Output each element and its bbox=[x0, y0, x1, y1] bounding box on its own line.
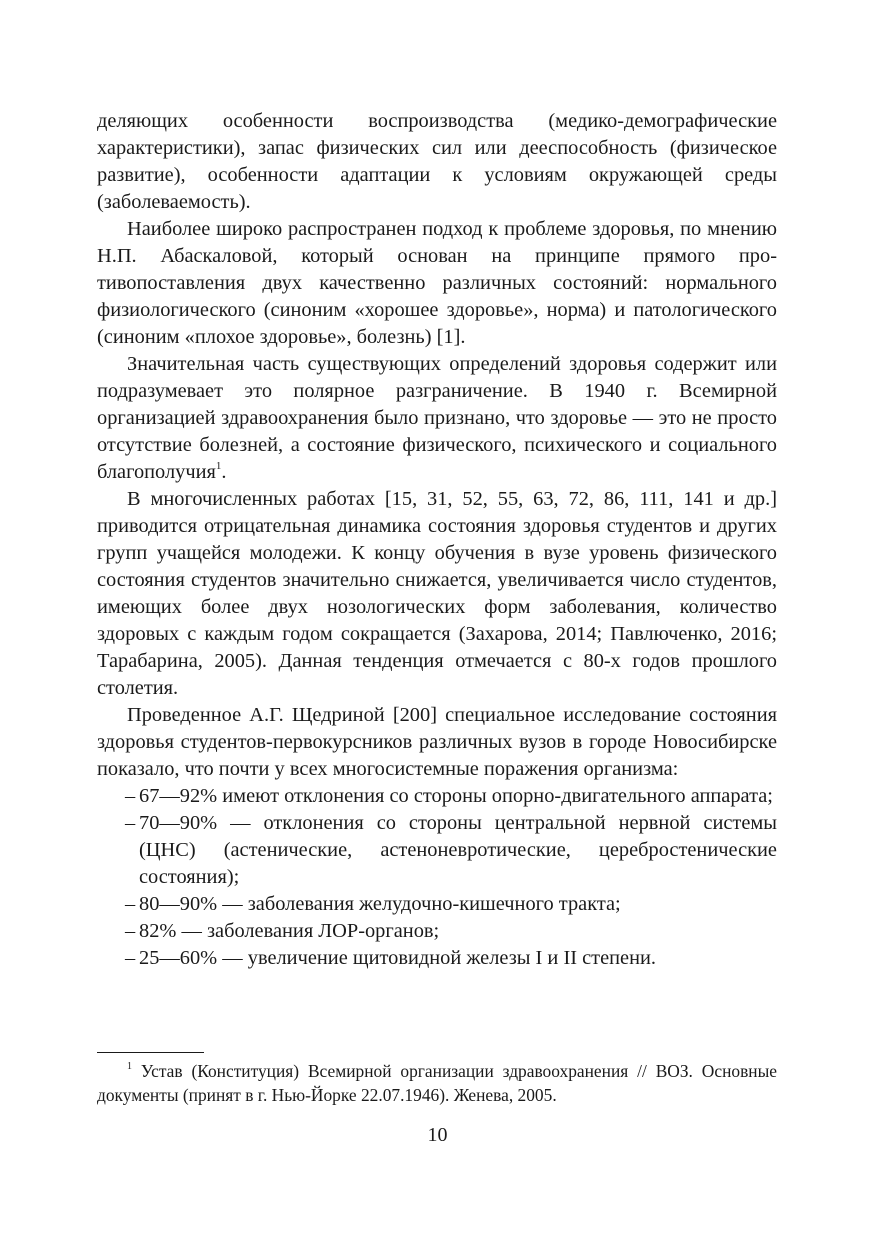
list-item-text: 67—92% имеют отклонения со стороны опорно-двигательного аппарата; bbox=[139, 785, 773, 807]
list-item bbox=[97, 918, 777, 945]
paragraph-3-text: Значительная часть существующих определений здоровья содержит или подразумевает это полярное разграничение. В 1940 г. Всемирной организацией здравоохранения было признано, что здоровье — это не просто отсутствие болезней, а состояние физического, психического и социального благополучия bbox=[97, 353, 777, 483]
footnote-text: Устав (Конституция) Всемирной организации здравоохранения // ВОЗ. Основные документы (принят в г. Нью-Йорке 22.07.1946). Женева, 2005. bbox=[97, 1061, 777, 1105]
paragraph-3-tail: . bbox=[221, 461, 227, 483]
list-item bbox=[97, 810, 777, 891]
paragraph-4: В многочисленных работах [15, 31, 52, 55, 63, 72, 86, 111, 141 и др.] приводится отрицательная динамика состояния здоровья студентов и других групп учащейся молодежи. К концу обучения в вузе уровень физического состояния студентов значительно снижается, увеличивается число студентов, имеющих более двух нозологических форм заболевания, количество здоровых с каждым годом сокращается (Захарова, 2014; Павлюченко, 2016; Тарабарина, 2005). Данная тенденция отмечается с 80-х годов прошлого столетия. bbox=[97, 488, 777, 699]
list-item bbox=[97, 891, 777, 918]
list-item-text: 70—90% — отклонения со стороны центральной нервной системы (ЦНС) (астенические, астеноневротические, церебростенические состояния); bbox=[139, 812, 777, 888]
list-item bbox=[97, 945, 777, 972]
footnote-divider bbox=[97, 1052, 204, 1053]
list-dash: – bbox=[125, 893, 136, 915]
footnote-reference[interactable]: 1 bbox=[215, 460, 222, 473]
list-item bbox=[97, 783, 777, 810]
list-dash: – bbox=[125, 920, 136, 942]
list-dash: – bbox=[125, 812, 136, 834]
page-number: 10 bbox=[427, 1124, 448, 1146]
footnote bbox=[97, 1059, 777, 1107]
list-dash: – bbox=[125, 947, 136, 969]
paragraph-5: Проведенное А.Г. Щедриной [200] специальное исследование состояния здоровья студентов-первокурсников различных вузов в городе Новосибирске показало, что почти у всех многосистемные поражения организма: bbox=[97, 704, 777, 780]
list-item-text: 25—60% — увеличение щитовидной железы I и II степени. bbox=[139, 947, 657, 969]
paragraph-2: Наиболее широко распространен подход к проблеме здоровья, по мнению Н.П. Абаскаловой, который основан на принципе прямого противопоставления двух качественно различных состояний: нормального физиологического (синоним «хорошее здоровье», норма) и патологического (синоним «плохое здоровье», болезнь) [1]. bbox=[97, 218, 777, 348]
paragraph-1: деляющих особенности воспроизводства (медико-демографические характеристики), запас физических сил или дееспособность (физическое развитие), особенности адаптации к условиям окружающей среды (заболеваемость). bbox=[97, 110, 777, 213]
page-body bbox=[97, 108, 777, 972]
list-dash: – bbox=[125, 785, 136, 807]
paragraph-3 bbox=[97, 351, 777, 486]
footnote-marker: 1 bbox=[127, 1061, 132, 1073]
findings-list bbox=[97, 783, 777, 972]
list-item-text: 82% — заболевания ЛОР-органов; bbox=[139, 920, 440, 942]
list-item-text: 80—90% — заболевания желудочно-кишечного тракта; bbox=[139, 893, 621, 915]
